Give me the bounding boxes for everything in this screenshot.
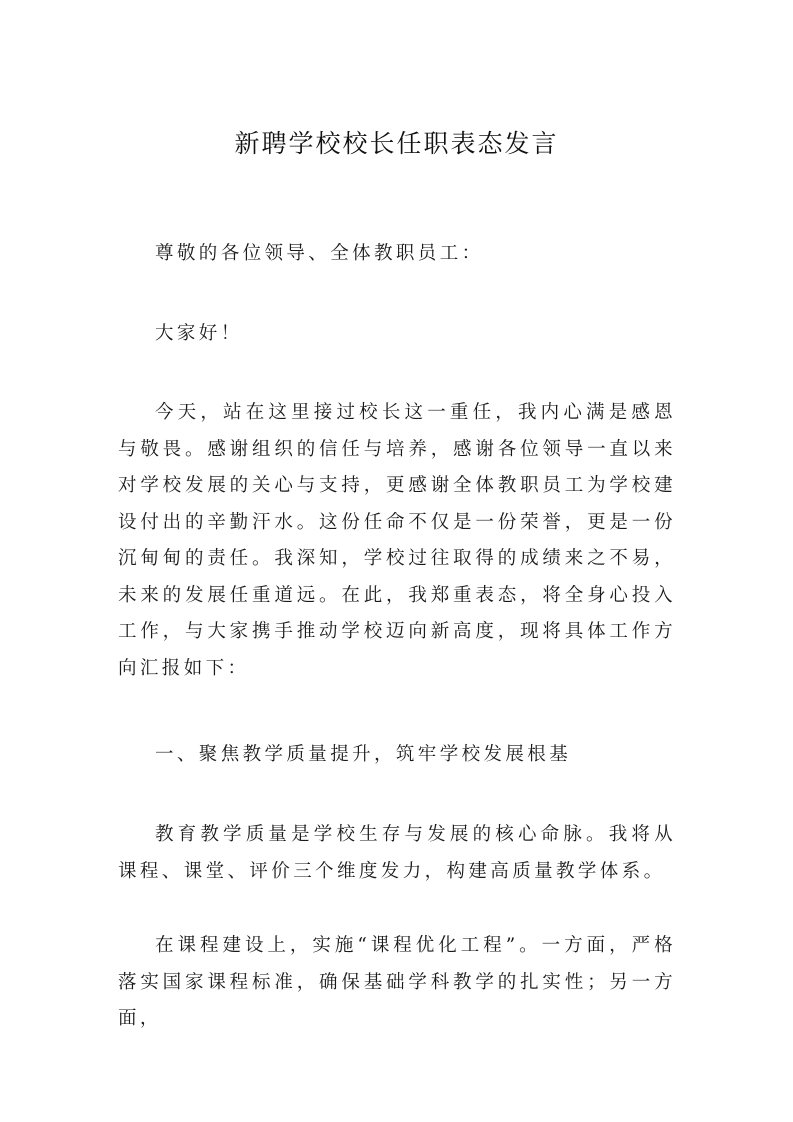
section-1-body-paragraph: 教育教学质量是学校生存与发展的核心命脉。我将从课程、课堂、评价三个维度发力，构建高质量教学体系。 bbox=[118, 824, 676, 882]
document-title: 新聘学校校长任职表态发言 bbox=[234, 129, 559, 158]
salutation: 尊敬的各位领导、全体教职员工： bbox=[155, 243, 484, 264]
section-1-curriculum-paragraph: 在课程建设上，实施“课程优化工程”。一方面，严格落实国家课程标准，确保基础学科教学的扎实性；另一方面， bbox=[118, 935, 676, 1029]
intro-paragraph: 今天，站在这里接过校长这一重任，我内心满是感恩与敬畏。感谢组织的信任与培养，感谢各位领导一直以来对学校发展的关心与支持，更感谢全体教职员工为学校建设付出的辛勤汗水。这份任命不仅是一份荣誉，更是一份沉甸甸的责任。我深知，学校过往取得的成绩来之不易，未来的发展任重道远。在此，我郑重表态，将全身心投入工作，与大家携手推动学校迈向新高度，现将具体工作方向汇报如下： bbox=[118, 402, 676, 679]
section-1-heading: 一、聚焦教学质量提升，筑牢学校发展根基 bbox=[155, 744, 572, 765]
greeting: 大家好！ bbox=[155, 323, 243, 344]
